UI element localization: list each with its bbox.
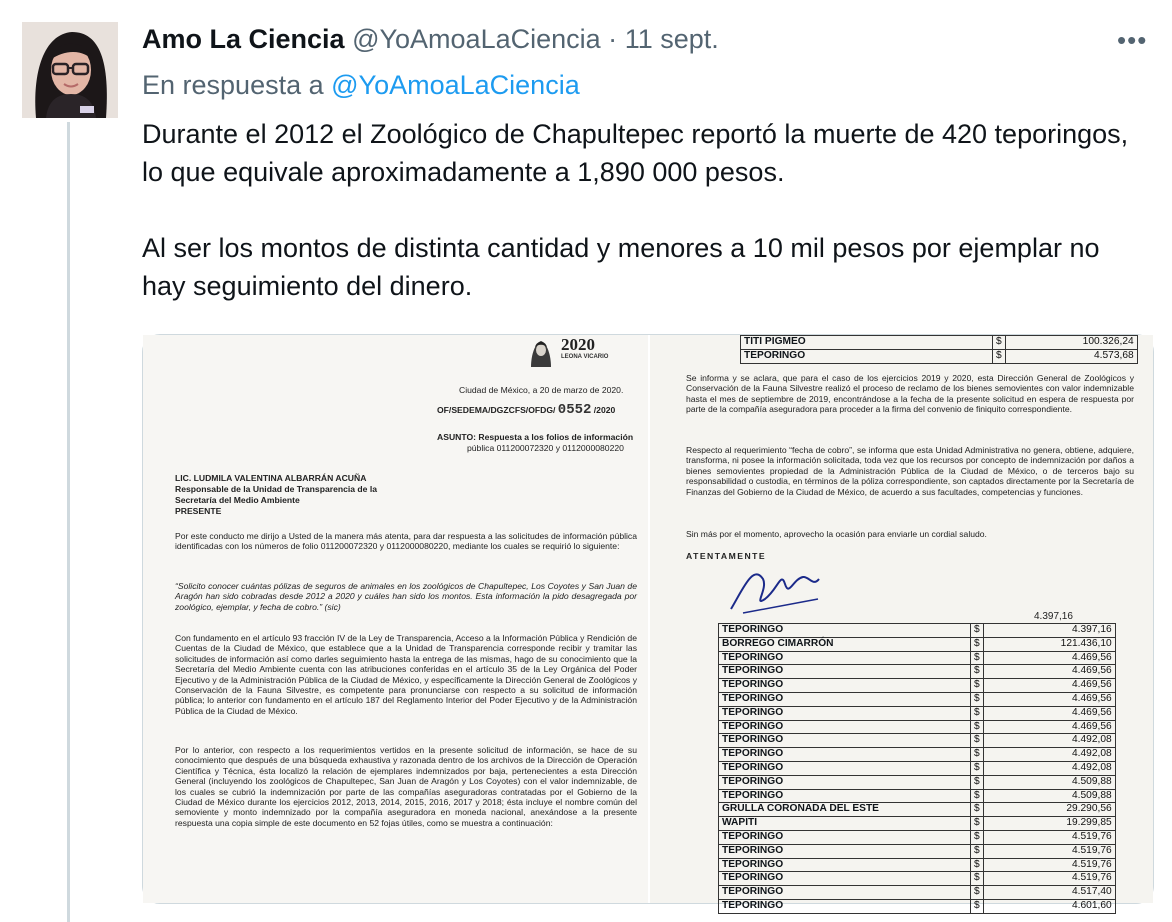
folio-prefix: OF/SEDEMA/DGZCFS/OFDG/ <box>437 405 556 415</box>
table-cell-cur: $ <box>971 692 984 706</box>
addressee-presente: PRESENTE <box>175 506 222 516</box>
table-cell-name: TEPORINGO <box>719 844 971 858</box>
document-page-left[interactable] <box>143 335 650 903</box>
reply-prefix: En respuesta a <box>142 70 324 100</box>
doc-paragraph-1: Por este conducto me dirijo a Usted de la manera más atenta, para dar respuesta a las solicitudes de información pública identificadas con los números de folio 011200072320 y 0112000080220, mediante los cuales se requirió lo siguiente: <box>175 531 637 552</box>
table-row <box>719 720 1116 734</box>
partial-value: 4.397,16 <box>1034 611 1073 622</box>
table-cell-name: TEPORINGO <box>719 872 971 886</box>
table-row <box>719 872 1116 886</box>
table-row <box>719 858 1116 872</box>
table-cell-name: TEPORINGO <box>719 734 971 748</box>
table-cell-cur: $ <box>971 734 984 748</box>
folio-number: 0552 <box>557 402 592 418</box>
table-cell-val: 4.469,56 <box>983 651 1115 665</box>
table-cell-name: TEPORINGO <box>719 706 971 720</box>
place-date: Ciudad de México, a 20 de marzo de 2020. <box>459 385 624 395</box>
table-cell-val: 4.509,88 <box>983 789 1115 803</box>
table-cell-cur: $ <box>971 637 984 651</box>
table-row <box>719 899 1116 913</box>
table-cell-cur: $ <box>971 624 984 638</box>
table-row <box>719 830 1116 844</box>
table-row <box>719 761 1116 775</box>
separator-dot: · <box>608 24 618 54</box>
reply-handle-link[interactable]: @YoAmoaLaCiencia <box>331 70 580 100</box>
table-cell-name: BORREGO CIMARRÓN <box>719 637 971 651</box>
avatar-image <box>22 22 118 118</box>
table-cell-val: 4.573,68 <box>1005 349 1137 363</box>
table-cell-name: TEPORINGO <box>719 761 971 775</box>
table-cell-val: 121.436,10 <box>983 637 1115 651</box>
table-cell-name: TEPORINGO <box>719 789 971 803</box>
table-cell-name: TITI PIGMEO <box>741 336 993 350</box>
tweet-date[interactable]: 11 sept. <box>624 24 719 54</box>
table-row <box>719 734 1116 748</box>
table-row <box>741 349 1138 363</box>
table-cell-val: 4.469,56 <box>983 720 1115 734</box>
table-cell-cur: $ <box>971 775 984 789</box>
table-cell-name: TEPORINGO <box>719 665 971 679</box>
doc-right-paragraph-2: Respecto al requerimiento “fecha de cobro”, se informa que esta Unidad Administrativa no genera, obtiene, adquiere, transforma, ni posee la información solicitada, toda vez que los recursos por concepto de indemnización por daños a bienes semovientes propiedad de la Administración Pública de la Ciudad de México, o de terceros bajo su responsabilidad o custodia, en términos de la póliza correspondiente, son captados directamente por la Secretaría de Finanzas del Gobierno de la Ciudad de México, de acuerdo a sus facultades, competencias y funciones. <box>686 445 1134 497</box>
table-cell-cur: $ <box>971 803 984 817</box>
table-cell-name: WAPITI <box>719 817 971 831</box>
table-cell-name: TEPORINGO <box>719 692 971 706</box>
table-cell-val: 4.469,56 <box>983 679 1115 693</box>
table-cell-cur: $ <box>971 651 984 665</box>
table-cell-cur: $ <box>971 899 984 913</box>
closing-line: Sin más por el momento, aprovecho la ocasión para enviarle un cordial saludo. <box>686 529 987 539</box>
table-row <box>719 803 1116 817</box>
addressee-name: LIC. LUDMILA VALENTINA ALBARRÁN ACUÑA <box>175 473 367 483</box>
doc-paragraph-2: Con fundamento en el artículo 93 fracción IV de la Ley de Transparencia, Acceso a la Información Pública y Rendición de Cuentas de la Ciudad de México, que establece que a la Unidad de Transparencia corresponde recibir y tramitar las solicitudes de información así como darles seguimiento hasta la entrega de las mismas, hago de su conocimiento que la Secretaría del Medio Ambiente cuenta con las atribuciones conferidas en el artículo 35 de la Ley Orgánica del Poder Ejecutivo y de la Administración Pública de la Ciudad de México, y específicamente la Dirección General de Zoológicos y Conservación de la Fauna Silvestre, es competente para pronunciarse con respecto a su solicitud de información pública; lo anterior con fundamento en el artículo 187 del Reglamento Interior del Poder Ejecutivo y de la Administración Pública de la Ciudad de México. <box>175 633 637 716</box>
table-cell-name: GRULLA CORONADA DEL ESTE <box>719 803 971 817</box>
table-row <box>719 637 1116 651</box>
table-row <box>719 886 1116 900</box>
table-cell-name: TEPORINGO <box>719 679 971 693</box>
tweet-media[interactable] <box>142 334 1154 911</box>
table-row <box>719 844 1116 858</box>
table-row <box>719 624 1116 638</box>
table-cell-val: 4.519,76 <box>983 858 1115 872</box>
table-cell-cur: $ <box>971 679 984 693</box>
table-cell-name: TEPORINGO <box>719 858 971 872</box>
logo-year: 2020 <box>561 335 595 354</box>
doc-quote: “Solicito conocer cuántas pólizas de seguros de animales en los zoológicos de Chapultepec, Los Coyotes y San Juan de Aragón han sido cobradas desde 2012 a 2020 y cuáles han sido los montos. Esta información la pido desagregada por zoológico, ejemplar, y fecha de cobro.” (sic) <box>175 581 637 612</box>
folio-suffix: /2020 <box>593 405 616 415</box>
doc-paragraph-3: Por lo anterior, con respecto a los requerimientos vertidos en la presente solicitud de información, se hace de su conocimiento que después de una búsqueda exhaustiva y razonada dentro de los archivos de la Dirección de Operación Científica y Técnica, ésta localizó la relación de ejemplares indemnizados por baja, pertenecientes a esta Dirección General (incluyendo los zoológicos de Chapultepec, San Juan de Aragón y Los Coyotes) con el valor indemnizable, de los cuales se cubrió la indemnización por parte de las compañías aseguradoras contratadas por el Gobierno de la Ciudad de México durante los ejercicios 2012, 2013, 2014, 2015, 2016, 2017 y 2018; ésta incluye el nombre común del semoviente y monto indemnizado por la compañía aseguradora en moneda nacional, anexándose a la presente respuesta una copia simple de este documento en 52 fojas útiles, como se muestra a continuación: <box>175 745 637 828</box>
table-cell-cur: $ <box>993 336 1006 350</box>
document-page-right[interactable] <box>650 335 1153 911</box>
table-cell-name: TEPORINGO <box>719 830 971 844</box>
folio <box>437 402 616 418</box>
signature-icon <box>723 559 833 619</box>
table-cell-val: 4.509,88 <box>983 775 1115 789</box>
table-row <box>719 651 1116 665</box>
table-row <box>719 692 1116 706</box>
table-row <box>719 817 1116 831</box>
table-cell-val: 4.469,56 <box>983 706 1115 720</box>
indemnity-table-top <box>740 335 1138 364</box>
author-handle[interactable]: @YoAmoaLaCiencia <box>352 24 601 54</box>
doc-right-paragraph-1: Se informa y se aclara, que para el caso de los ejercicios 2019 y 2020, esta Dirección General de Zoológicos y Conservación de la Fauna Silvestre realizó el proceso de reclamo de los bienes semovientes con valor indemnizable hasta el mes de septiembre de 2019, encontrándose a la fecha de la presente solicitud en espera de respuesta por parte de la compañía aseguradora para proceder a la firma del convenio de finiquito correspondiente. <box>686 373 1134 415</box>
table-row <box>741 336 1138 350</box>
more-options-icon[interactable]: ••• <box>1117 25 1148 55</box>
thread-line <box>67 122 70 922</box>
table-cell-cur: $ <box>971 761 984 775</box>
table-cell-val: 4.519,76 <box>983 872 1115 886</box>
table-cell-val: 4.601,60 <box>983 899 1115 913</box>
table-cell-name: TEPORINGO <box>719 899 971 913</box>
table-cell-cur: $ <box>971 830 984 844</box>
table-cell-val: 4.397,16 <box>983 624 1115 638</box>
author-name[interactable]: Amo La Ciencia <box>142 24 345 54</box>
table-cell-cur: $ <box>993 349 1006 363</box>
table-cell-name: TEPORINGO <box>719 651 971 665</box>
table-row <box>719 665 1116 679</box>
table-cell-name: TEPORINGO <box>719 748 971 762</box>
table-cell-val: 19.299,85 <box>983 817 1115 831</box>
addressee-org: Secretaría del Medio Ambiente <box>175 495 300 505</box>
table-cell-val: 4.492,08 <box>983 734 1115 748</box>
table-cell-val: 4.519,76 <box>983 844 1115 858</box>
logo-subtitle: LEONA VICARIO <box>561 354 609 360</box>
table-cell-cur: $ <box>971 748 984 762</box>
table-cell-cur: $ <box>971 844 984 858</box>
table-cell-name: TEPORINGO <box>719 720 971 734</box>
table-cell-cur: $ <box>971 817 984 831</box>
table-cell-name: TEPORINGO <box>719 624 971 638</box>
table-cell-cur: $ <box>971 872 984 886</box>
indemnity-table-bottom <box>718 623 1116 914</box>
table-row <box>719 706 1116 720</box>
table-row <box>719 775 1116 789</box>
table-cell-cur: $ <box>971 886 984 900</box>
asunto-line-2: pública 011200072320 y 0112000080220 <box>467 443 624 453</box>
table-cell-name: TEPORINGO <box>719 886 971 900</box>
table-cell-name: TEPORINGO <box>741 349 993 363</box>
tweet-paragraph: Al ser los montos de distinta cantidad y menores a 10 mil pesos por ejemplar no hay seguimiento del dinero. <box>142 233 1100 301</box>
table-cell-cur: $ <box>971 858 984 872</box>
atentamente: ATENTAMENTE <box>686 551 767 561</box>
reply-context <box>142 70 580 101</box>
table-row <box>719 679 1116 693</box>
table-cell-cur: $ <box>971 789 984 803</box>
table-cell-val: 4.519,76 <box>983 830 1115 844</box>
table-cell-val: 4.469,56 <box>983 692 1115 706</box>
table-cell-val: 29.290,56 <box>983 803 1115 817</box>
avatar[interactable] <box>22 22 118 118</box>
leona-vicario-logo-icon <box>525 337 557 367</box>
table-cell-val: 4.517,40 <box>983 886 1115 900</box>
tweet-paragraph: Durante el 2012 el Zoológico de Chapultepec reportó la muerte de 420 teporingos, lo que equivale aproximadamente a 1,890 000 pesos. <box>142 119 1129 187</box>
table-cell-val: 4.469,56 <box>983 665 1115 679</box>
tweet-header <box>142 24 719 55</box>
table-cell-val: 100.326,24 <box>1005 336 1137 350</box>
table-cell-val: 4.492,08 <box>983 761 1115 775</box>
table-cell-val: 4.492,08 <box>983 748 1115 762</box>
table-cell-cur: $ <box>971 665 984 679</box>
asunto-line-1: ASUNTO: Respuesta a los folios de información <box>437 432 634 442</box>
table-cell-cur: $ <box>971 720 984 734</box>
addressee-role: Responsable de la Unidad de Transparencia de la <box>175 484 378 494</box>
table-row <box>719 789 1116 803</box>
tweet-text <box>142 115 1132 305</box>
table-cell-name: TEPORINGO <box>719 775 971 789</box>
table-cell-cur: $ <box>971 706 984 720</box>
table-row <box>719 748 1116 762</box>
